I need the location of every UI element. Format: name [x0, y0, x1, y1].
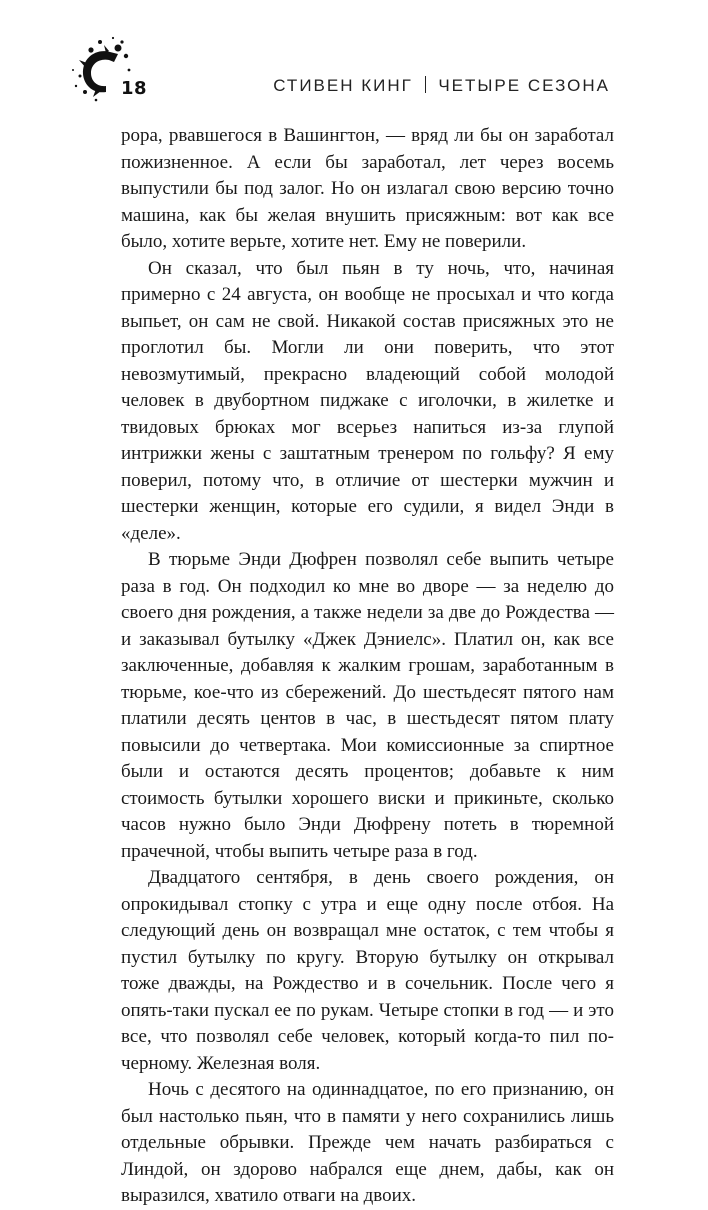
- paragraph: Двадцатого сентября, в день своего рождения, он опрокидывал стопку с утра и еще одну после отбоя. На следующий день он возвращал мне остаток, с тем чтобы я пустил бутылку по кругу. Вторую бутылку он открывал тоже дважды, на Рождество и в сочельник. После чего я опять-таки пускал ее по рукам. Четыре стопки в год — и это все, что позволял себе человек, который когда-то пил по-черному. Железная воля.: [121, 867, 614, 1074]
- running-head-title: ЧЕТЫРЕ СЕЗОНА: [438, 76, 610, 95]
- paragraph: В тюрьме Энди Дюфрен позволял себе выпить четыре раза в год. Он подходил ко мне во дворе — за неделю до своего дня рождения, а также недели за две до Рождества — и заказывал бутылку «Джек Дэниелс». Платил он, как все заключенные, добавляя к жалким грошам, заработанным в тюрьме, кое-что из сбережений. До шестьдесят пятого нам платили десять центов в час, в шестьдесят пятом плату повысили до четвертака. Мои комиссионные за спиртное были и остаются десять процентов; добавьте к ним стоимость бутылки хорошего виски и прикиньте, сколько часов нужно было Энди Дюфрену потеть в тюремной прачечной, чтобы выпить четыре раза в год.: [121, 549, 614, 862]
- running-head-separator: [425, 76, 427, 93]
- running-head: [273, 76, 610, 96]
- body-text: [121, 123, 614, 1210]
- paragraph: Он сказал, что был пьян в ту ночь, что, начиная примерно с 24 августа, он вообще не просыхал и что когда выпьет, он сам не свой. Никакой состав присяжных это не проглотил бы. Могли ли они поверить, что этот невозмутимый, прекрасно владеющий собой молодой человек в двубортном пиджаке с иголочки, в жилетке и твидовых брюках мог всерьез напиться из-за глупой интрижки жены с заштатным тренером по гольфу? Я ему поверил, потому что, в отличие от шестерки мужчин и шестерки женщин, которые его судили, я видел Энди в «деле».: [121, 257, 614, 544]
- running-head-author: СТИВЕН КИНГ: [273, 76, 413, 95]
- paragraph-continued: рора, рвавшегося в Вашингтон, — вряд ли бы он заработал пожизненное. А если бы заработал, лет через восемь выпустили бы под залог. Но он излагал свою версию точно машина, как бы желая внушить присяжным: вот как все было, хотите верьте, хотите нет. Ему не поверили.: [121, 125, 614, 252]
- paragraph: Ночь с десятого на одиннадцатое, по его признанию, он был настолько пьян, что в памяти у него сохранились лишь отдельные обрывки. Прежде чем начать разбираться с Линдой, он здорово набрался еще днем, дабы, как он выразился, хватило отваги на двоих.: [121, 1079, 614, 1206]
- page-number: 18: [121, 78, 148, 99]
